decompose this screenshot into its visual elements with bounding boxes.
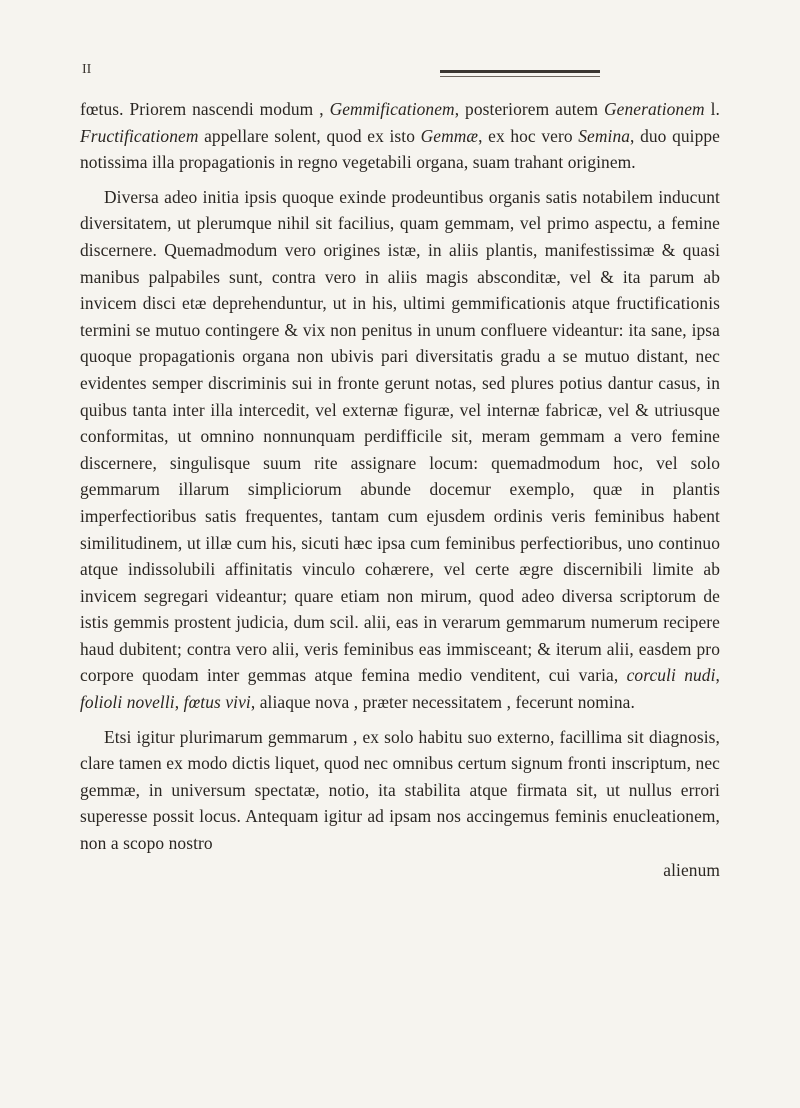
catchword: alienum (663, 859, 720, 880)
header-rule (440, 70, 600, 73)
text-segment: fœtus. Priorem nascendi modum , (80, 99, 330, 119)
paragraph-1 (80, 96, 720, 176)
text-segment: l. (704, 99, 720, 119)
text-segment: Etsi igitur plurimarum gemmarum , ex solo habitu suo externo, facillima sit diagnosis, clare tamen ex modo dictis liquet, quod nec omnibus certum signum fronti inscriptum, nec gemmæ, in universum spectatæ, notio, ita stabilita atque firmata sit, ut nullus errori superesse possit locus. Antequam igitur ad ipsam nos accingemus feminis enucleationem, non a scopo nostro (80, 726, 720, 854)
page-number: II (82, 62, 92, 77)
italic-term: fœtus vivi (183, 692, 251, 713)
paragraph-3 (80, 724, 720, 857)
text-segment: , (174, 692, 184, 713)
italic-term: Generationem (604, 99, 705, 119)
italic-term: Semina (578, 125, 631, 146)
text-segment: , aliaque nova , præter necessitatem , fecerunt nomina. (250, 692, 635, 713)
italic-term: corculi nudi (626, 665, 716, 686)
text-segment: , (715, 665, 720, 686)
italic-term: folioli novelli (80, 692, 175, 713)
italic-term: Gemmæ (420, 125, 479, 146)
italic-term: Fructificationem (80, 125, 199, 146)
header-rule-thin (440, 76, 600, 77)
paragraph-2 (80, 184, 720, 716)
text-segment: , ex hoc vero (478, 125, 579, 146)
text-segment: , duo quippe notissima illa propagationis in regno vegetabili organa, suam trahant originem. (80, 125, 721, 173)
text-segment: appellare solent, quod ex isto (198, 125, 421, 146)
text-segment: , posteriorem autem (454, 99, 605, 119)
body-text (80, 96, 720, 883)
italic-term: Gemmificationem (329, 99, 455, 119)
text-segment: Diversa adeo initia ipsis quoque exinde prodeuntibus organis satis notabilem inducunt diversitatem, ut plerumque nihil sit facilius, quam gemmam, vel primo aspectu, a femine discernere. Quemadmodum vero origines istæ, in aliis plantis, manifestissimæ & quasi manibus palpabiles sunt, contra vero in aliis magis absconditæ, vel & ita parum ab invicem disci etæ deprehenduntur, ut in his, ultimi gemmificationis atque fructificationis termini se mutuo contingere & vix non penitus in unum confluere videantur: ita sane, ipsa quoque propagationis organa non ubivis pari diversitatis gradu a se mutuo distant, nec evidentes semper discriminis sui in fronte gerunt notas, sed plures potius dantur casus, in quibus tanta inter illa intercedit, vel externæ figuræ, vel internæ fabricæ, vel & utriusque conformitas, ut omnino nonnunquam perdifficile sit, meram gemmam a vero femine discernere, singulisque suum rite assignare locum: quemadmodum hoc, vel solo gemmarum illarum simpliciorum abunde docemur exemplo, quæ in plantis imperfectioribus satis frequentes, tantam cum ejusdem ordinis veris feminibus habent similitudinem, ut illæ cum his, sicuti hæc ipsa cum feminibus perfectioribus, uno continuo atque indissolubili affinitatis vinculo cohærere, vel certe ægre discernibili limite ab invicem segregari videantur; quare etiam non mirum, quod adeo diversa scriptorum de istis gemmis prostent judicia, dum scil. alii, eas in verarum gemmarum numerum recipere haud dubitent; contra vero alii, veris feminibus eas immisceant; & iterum alii, easdem pro corpore quodam inter gemmas atque femina medio venditent, cui varia, (80, 186, 720, 686)
catchword-line (80, 857, 720, 884)
